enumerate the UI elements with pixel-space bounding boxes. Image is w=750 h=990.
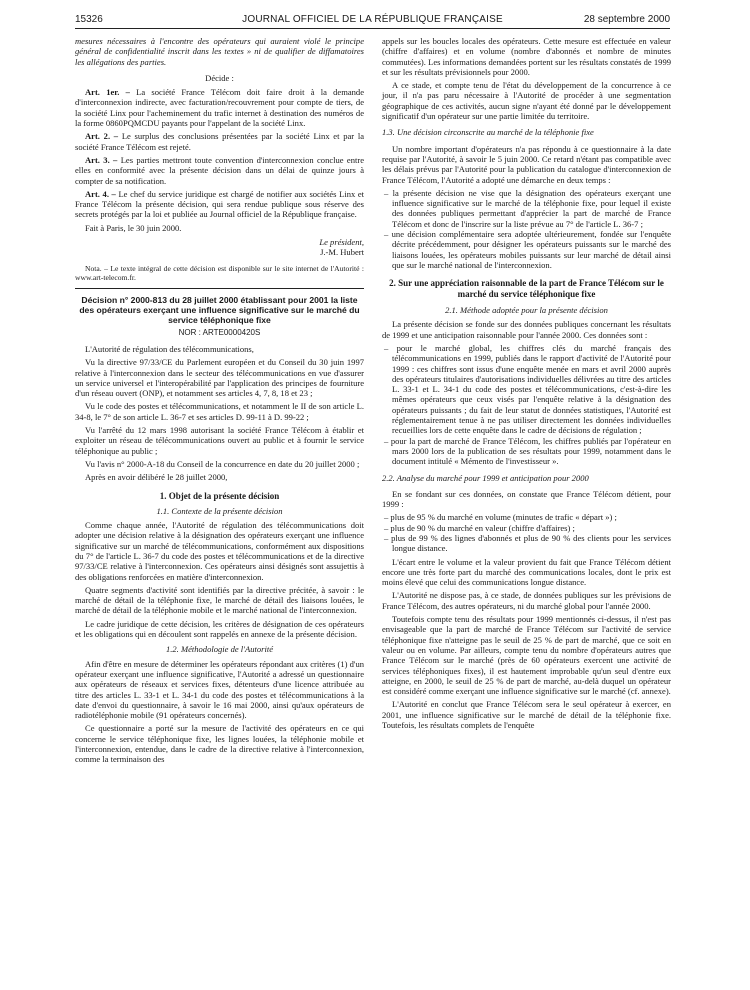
visa-paragraph: Vu l'avis n° 2000-A-18 du Conseil de la concurrence en date du 20 juillet 2000 ; bbox=[85, 458, 360, 469]
intro-paragraph: mesures nécessaires à l'encontre des opérateurs qui auraient violé le principe général de confidentialité inscrit dans les textes » ni de qualifier de diffamatoires les allégations des parties. bbox=[75, 36, 364, 67]
visa-paragraph: Vu le code des postes et télécommunications, et notamment le II de son article L. 34-8, le 7° de son article L. 36-7 et ses articles D. 99-11 à D. 99-22 ; bbox=[75, 401, 364, 422]
article-3-text: Les parties mettront toute convention d'interconnexion conclue entre elles en conformité avec la présente décision dans un délai de quinze jours à compter de sa notification. bbox=[75, 154, 365, 186]
visa-paragraph: L'Autorité de régulation des télécommunications, bbox=[85, 343, 254, 354]
body-paragraph: Toutefois compte tenu des résultats pour 1999 mentionnés ci-dessus, il n'est pas envisageable que la part de marché de France Télécom sur l'activité de service téléphonique fixe n'atteigne pas le seuil de 25 % de part de marché, que ce soit en valeur ou en volume. Par ailleurs, compte tenu du nombre d'opérateurs autres que France Télécom sur le marché (près de 60 opérateurs exercent une activité de services téléphoniques fixes), il est hautement improbable qu'un seul d'entre eux atteigne, en 2000, le seuil de 25 % de part de marché, au-delà duquel un opérateur est considéré comme exerçant une influence significative sur le marché (cf. annexe). bbox=[382, 614, 671, 697]
list-item: – plus de 90 % du marché en valeur (chiffre d'affaires) ; bbox=[382, 523, 671, 533]
body-paragraph: Un nombre important d'opérateurs n'a pas répondu à ce questionnaire à la date requise par l'Autorité, à savoir le 5 juin 2000. Ce retard n'étant pas compatible avec les délais prévus par l'Autorité pour la publication du catalogue d'interconnexion de France Télécom, l'Autorité a adopté une démarche en deux temps : bbox=[382, 143, 671, 185]
body-paragraph: A ce stade, et compte tenu de l'état du développement de la concurrence à ce jour, il n'a pas paru nécessaire à l'Autorité de procéder à une segmentation géographique de ces activités, aucun signe n'ayant été donné par le développement significatif d'un opérateur sur une partie limitée du territoire. bbox=[382, 80, 671, 122]
decision-title: Décision n° 2000-813 du 28 juillet 2000 établissant pour 2001 la liste des opérateurs exerçant une influence significative sur le marché du service téléphonique fixe bbox=[79, 295, 360, 326]
right-column bbox=[382, 36, 671, 733]
body-paragraph: L'écart entre le volume et la valeur provient du fait que France Télécom détient encore une très forte part du marché des communications locales, dont le prix est moins élevé que celui des communications longue distance. bbox=[382, 556, 671, 588]
fait-a-paris: Fait à Paris, le 30 juin 2000. bbox=[85, 222, 182, 233]
page-number: 15326 bbox=[75, 14, 103, 25]
list-item: – pour le marché global, les chiffres clés du marché français des télécommunications en 1999, publiés dans le rapport d'activité de l'Autorité pour 1999 : ces chiffres sont issus d'une enquête menée en mars et avril 2000 auprès des opérateurs titulaires d'autorisations individuelles délivrées au titre des articles L. 33-1 et L. 34-1 du code des postes et télécommunications, c'est-à-dire les mêmes opérateurs que ceux visés par l'enquête relative à la désignation des opérateurs puissants ; du fait de leur statut de données statistiques, l'Autorité est réglementairement tenue à ne pas utiliser directement les données individuelles recueillies lors de cette enquête dans le cadre de décisions de régulation ; bbox=[382, 343, 671, 436]
approach-list bbox=[382, 188, 671, 270]
list-item: – plus de 95 % du marché en volume (minutes de trafic « départ ») ; bbox=[382, 512, 671, 522]
body-paragraph: Quatre segments d'activité sont identifiés par la directive précitée, à savoir : le marché de détail de la téléphonie fixe, le marché de détail des liaisons louées, le marché de détail de la téléphonie mobile et le marché national de l'interconnexion. bbox=[75, 584, 364, 616]
data-sources-list bbox=[382, 343, 671, 467]
visa-paragraph: Vu la directive 97/33/CE du Parlement européen et du Conseil du 30 juin 1997 relative à l'interconnexion dans le secteur des télécommunications en vue d'assurer un service universel et l'interopérabilité par l'application des principes de fourniture d'un réseau ouvert (ONP), et notamment ses articles 4, 7, 8, 18 et 23 ; bbox=[75, 357, 364, 399]
publication-date: 28 septembre 2000 bbox=[583, 14, 670, 25]
body-paragraph: L'Autorité ne dispose pas, à ce stade, de données publiques sur les prévisions de France Télécom, des autres opérateurs, ni du marché global pour l'année 2000. bbox=[382, 590, 671, 611]
article-4-text: Le chef du service juridique est chargé de notifier aux sociétés Linx et France Télécom la présente décision, qui sera rendue publique sous réserve des secrets protégés par la loi et publiée au Journal officiel de la République française. bbox=[75, 188, 365, 220]
article-2 bbox=[75, 131, 364, 152]
section-heading-1: 1. Objet de la présente décision bbox=[159, 490, 280, 501]
subsection-heading-1-1: 1.1. Contexte de la présente décision bbox=[156, 505, 283, 516]
signature-name: J.-M. Hubert bbox=[320, 247, 364, 258]
visa-paragraph: Après en avoir délibéré le 28 juillet 2000, bbox=[85, 472, 228, 483]
nor-reference: NOR : ARTE0000420S bbox=[178, 327, 261, 337]
subsection-heading-2-2: 2.2. Analyse du marché pour 1999 et anticipation pour 2000 bbox=[382, 472, 589, 483]
article-3 bbox=[75, 155, 364, 186]
body-paragraph: Afin d'être en mesure de déterminer les opérateurs répondant aux critères (1) d'un opérateur exerçant une influence significative, l'Autorité a adressé un questionnaire aux opérateurs de réseaux et services fixes, détenteurs d'une licence attribuée au titre des articles L. 33-1 et L. 34-1 du code des postes et télécommunications à la date d'envoi du questionnaire, à savoir le 16 mai 2000, ainsi qu'aux opérateurs de radiotéléphonie mobile (91 opérateurs concernés). bbox=[75, 658, 364, 721]
article-3-label: Art. 3. – bbox=[85, 154, 118, 165]
body-paragraph: Ce questionnaire a porté sur la mesure de l'activité des opérateurs en ce qui concerne le service téléphonique fixe, les lignes louées, la téléphonie mobile et l'interconnexion, entendue, dans le cadre de la directive relative à l'interconnexion, comme la terminaison des bbox=[75, 723, 364, 765]
body-paragraph: Le cadre juridique de cette décision, les critères de désignation de ces opérateurs et les obligations qui en découlent sont rappelés en annexe de la présente décision. bbox=[75, 618, 364, 640]
journal-title: JOURNAL OFFICIEL DE LA RÉPUBLIQUE FRANÇAISE bbox=[242, 14, 503, 25]
body-paragraph: La présente décision se fonde sur des données publiques concernant les résultats de 1999 et une anticipation raisonnable pour l'année 2000. Ces données sont : bbox=[382, 319, 671, 340]
visa-paragraph: Vu l'arrêté du 12 mars 1998 autorisant la société France Télécom à établir et exploiter un réseau de télécommunications ouvert au public et à fournir le service téléphonique au public ; bbox=[75, 425, 364, 456]
left-column bbox=[75, 36, 364, 768]
nota-note: Nota. – Le texte intégral de cette décision est disponible sur le site internet de l'Autorité : www.art-telecom.fr. bbox=[75, 263, 364, 282]
list-item: – la présente décision ne vise que la désignation des opérateurs exerçant une influence significative sur le marché de la téléphonie fixe, pour lequel il existe des données publiques permettant d'apprécier la part de marché de France Télécom et donc de l'inscrire sur la liste prévue au 7° de l'article L. 36-7 ; bbox=[382, 188, 671, 229]
signature-title: Le président, bbox=[319, 237, 364, 248]
article-1 bbox=[75, 87, 364, 128]
subsection-heading-2-1: 2.1. Méthode adoptée pour la présente décision bbox=[445, 305, 608, 316]
page-header bbox=[75, 14, 670, 28]
subsection-heading-1-3: 1.3. Une décision circonscrite au marché de la téléphonie fixe bbox=[382, 127, 594, 138]
article-1-label: Art. 1er. – bbox=[85, 87, 130, 98]
body-paragraph: Comme chaque année, l'Autorité de régulation des télécommunications doit adopter une décision relative à la désignation des opérateurs exerçant une influence significative sur un marché de télécommunications, conformément aux dispositions du 7° de l'article L. 36-7 du code des postes et télécommunications et de la directive 97/33/CE relative à l'interconnexion. Ces opérateurs ainsi désignés sont assujettis à des obligations renforcées en matière d'interconnexion. bbox=[75, 520, 364, 582]
list-item: – plus de 99 % des lignes d'abonnés et plus de 90 % des clients pour les services longue distance. bbox=[382, 533, 671, 554]
section-heading-2: 2. Sur une appréciation raisonnable de la part de France Télécom sur le marché du service téléphonique fixe bbox=[389, 278, 664, 299]
list-item: – une décision complémentaire sera adoptée ultérieurement, fondée sur l'enquête décrite précédemment, pour désigner les opérateurs puissants sur le marché des liaisons louées, les opérateurs mobiles puissants sur leur marché de détail ainsi que sur le marché national de l'interconnexion. bbox=[382, 229, 671, 270]
market-share-list bbox=[382, 512, 671, 553]
body-paragraph: L'Autorité en conclut que France Télécom sera le seul opérateur à exercer, en 2001, une influence significative sur le marché de détail de la téléphonie fixe. Toutefois, les résultats complets de l'enquête bbox=[382, 699, 671, 731]
subsection-heading-1-2: 1.2. Méthodologie de l'Autorité bbox=[166, 644, 273, 655]
article-2-text: Le surplus des conclusions présentées par la société Linx et par la société France Télécom est rejeté. bbox=[75, 131, 365, 152]
header-rule bbox=[75, 28, 670, 29]
body-paragraph: En se fondant sur ces données, on constate que France Télécom détient, pour 1999 : bbox=[382, 488, 671, 510]
section-divider bbox=[75, 288, 364, 289]
list-item: – pour la part de marché de France Télécom, les chiffres publiés par l'opérateur en mars 2000 lors de la publication de ses résultats pour 1999, notamment dans le document intitulé « Mémento de l'investisseur ». bbox=[382, 436, 671, 467]
decide-heading: Décide : bbox=[205, 72, 234, 83]
article-4 bbox=[75, 189, 364, 220]
body-paragraph: appels sur les boucles locales des opérateurs. Cette mesure est effectuée en valeur (chiffre d'affaires) et en volume (nombre d'abonnés et nombre de minutes commutées). Les informations demandées portent sur les résultats constatés de 1999 et sur les résultats prévisionnels pour 2000. bbox=[382, 36, 671, 77]
article-4-label: Art. 4. – bbox=[85, 188, 116, 199]
article-2-label: Art. 2. – bbox=[85, 131, 119, 142]
article-1-text: La société France Télécom doit faire droit à la demande d'interconnexion indirecte, avec facturation/recouvrement pour compte de tiers, de la société Linx pour l'acheminement du trafic internet à destination des numéros de la forme 0860PQMCDU payants pour l'appelant de la société Linx. bbox=[75, 87, 364, 129]
